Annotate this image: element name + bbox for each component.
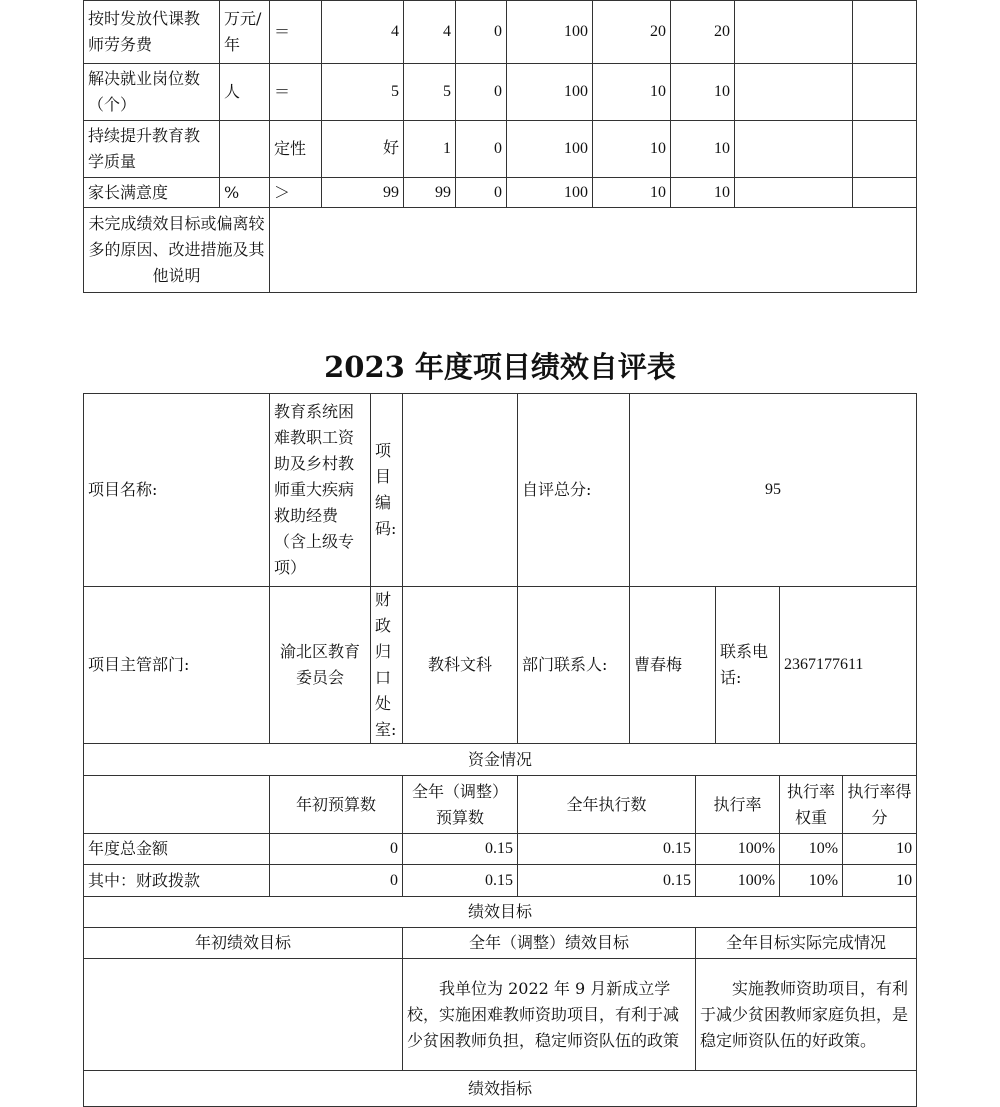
goals-header-actual: 全年目标实际完成情况 <box>696 928 917 959</box>
table-row <box>84 959 917 1071</box>
funds-section-title: 资金情况 <box>84 744 917 776</box>
table-row <box>84 1071 917 1107</box>
funds-score: 10 <box>843 834 917 865</box>
funds-header-initial: 年初预算数 <box>270 776 403 834</box>
office-label: 财政归口处室: <box>371 587 403 744</box>
indicator-unit: 人 <box>220 64 270 121</box>
project-code <box>403 394 518 587</box>
indicator-deviation: 0 <box>456 1 507 64</box>
goals-section-title: 绩效目标 <box>84 897 917 928</box>
dept-label: 项目主管部门: <box>84 587 270 744</box>
project-name-label: 项目名称: <box>84 394 270 587</box>
goals-header-initial: 年初绩效目标 <box>84 928 403 959</box>
empty-cell <box>853 64 917 121</box>
indicator-target: 好 <box>322 121 404 178</box>
indicator-deviation: 0 <box>456 64 507 121</box>
indicator-actual: 99 <box>404 178 456 208</box>
dept: 渝北区教育委员会 <box>270 587 371 744</box>
page-title: 2023 年度项目绩效自评表 <box>324 350 676 384</box>
table-row <box>84 834 917 865</box>
table-row <box>84 587 917 744</box>
indicator-name: 家长满意度 <box>84 178 220 208</box>
funds-weight: 10% <box>780 865 843 897</box>
empty-cell <box>735 121 853 178</box>
empty-cell <box>735 178 853 208</box>
funds-adjusted: 0.15 <box>403 865 518 897</box>
funds-executed: 0.15 <box>518 865 696 897</box>
indicator-rate: 100 <box>507 178 593 208</box>
empty-cell <box>853 1 917 64</box>
funds-score: 10 <box>843 865 917 897</box>
goals-actual: 实施教师资助项目，有利于减少贫困教师家庭负担，是稳定师资队伍的好政策。 <box>696 959 917 1071</box>
indicators-section-title: 绩效指标 <box>84 1071 917 1107</box>
funds-rate: 100% <box>696 834 780 865</box>
funds-header-executed: 全年执行数 <box>518 776 696 834</box>
indicator-score: 10 <box>671 121 735 178</box>
funds-initial: 0 <box>270 865 403 897</box>
indicator-actual: 5 <box>404 64 456 121</box>
self-score-label: 自评总分: <box>518 394 630 587</box>
indicator-actual: 4 <box>404 1 456 64</box>
funds-executed: 0.15 <box>518 834 696 865</box>
goals-header-adjusted: 全年（调整）绩效目标 <box>403 928 696 959</box>
indicator-rate: 100 <box>507 121 593 178</box>
indicator-weight: 20 <box>593 1 671 64</box>
indicator-weight: 10 <box>593 178 671 208</box>
indicator-rate: 100 <box>507 1 593 64</box>
table-row <box>84 865 917 897</box>
empty-cell <box>853 178 917 208</box>
funds-adjusted: 0.15 <box>403 834 518 865</box>
indicator-operator: ＝ <box>270 1 322 64</box>
indicator-operator: 定性 <box>270 121 322 178</box>
contact: 曹春梅 <box>630 587 716 744</box>
empty-cell <box>84 776 270 834</box>
indicator-deviation: 0 <box>456 178 507 208</box>
table-row <box>84 64 917 121</box>
goals-initial <box>84 959 403 1071</box>
funds-initial: 0 <box>270 834 403 865</box>
indicator-name: 按时发放代课教师劳务费 <box>84 1 220 64</box>
table-row <box>84 897 917 928</box>
funds-header-score: 执行率得分 <box>843 776 917 834</box>
indicator-score: 10 <box>671 178 735 208</box>
funds-row-label: 年度总金额 <box>84 834 270 865</box>
indicator-rate: 100 <box>507 64 593 121</box>
indicator-actual: 1 <box>404 121 456 178</box>
indicator-name: 持续提升教育教学质量 <box>84 121 220 178</box>
self-score: 95 <box>630 394 917 587</box>
phone-label: 联系电话: <box>716 587 780 744</box>
table-row <box>84 208 917 293</box>
table-row <box>84 744 917 776</box>
indicator-score: 10 <box>671 64 735 121</box>
indicator-table-continued <box>83 0 917 293</box>
indicator-deviation: 0 <box>456 121 507 178</box>
indicator-operator: ＝ <box>270 64 322 121</box>
indicator-unit <box>220 121 270 178</box>
note-label: 未完成绩效目标或偏离较多的原因、改进措施及其他说明 <box>84 208 270 293</box>
empty-cell <box>735 64 853 121</box>
note-value <box>270 208 917 293</box>
project-name: 教育系统困难教职工资助及乡村教师重大疾病救助经费（含上级专项） <box>270 394 371 587</box>
table-row <box>84 121 917 178</box>
empty-cell <box>735 1 853 64</box>
indicator-target: 99 <box>322 178 404 208</box>
contact-label: 部门联系人: <box>518 587 630 744</box>
funds-header-weight: 执行率权重 <box>780 776 843 834</box>
phone: 2367177611 <box>780 587 917 744</box>
table-row <box>84 178 917 208</box>
goals-adjusted: 我单位为 2022 年 9 月新成立学校，实施困难教师资助项目，有利于减少贫困教师负担，稳定师资队伍的政策 <box>403 959 696 1071</box>
indicator-unit: 万元/年 <box>220 1 270 64</box>
funds-rate: 100% <box>696 865 780 897</box>
indicator-score: 20 <box>671 1 735 64</box>
table-row <box>84 928 917 959</box>
indicator-unit: % <box>220 178 270 208</box>
funds-header-rate: 执行率 <box>696 776 780 834</box>
funds-weight: 10% <box>780 834 843 865</box>
table-row <box>84 776 917 834</box>
table-row <box>84 394 917 587</box>
indicator-name: 解决就业岗位数（个） <box>84 64 220 121</box>
project-code-label: 项目编码: <box>371 394 403 587</box>
indicator-operator: ＞ <box>270 178 322 208</box>
indicator-target: 5 <box>322 64 404 121</box>
evaluation-table <box>83 393 917 1107</box>
funds-row-label: 其中：财政拨款 <box>84 865 270 897</box>
funds-header-adjusted: 全年（调整）预算数 <box>403 776 518 834</box>
indicator-weight: 10 <box>593 121 671 178</box>
indicator-weight: 10 <box>593 64 671 121</box>
office: 教科文科 <box>403 587 518 744</box>
table-row <box>84 1 917 64</box>
indicator-target: 4 <box>322 1 404 64</box>
empty-cell <box>853 121 917 178</box>
